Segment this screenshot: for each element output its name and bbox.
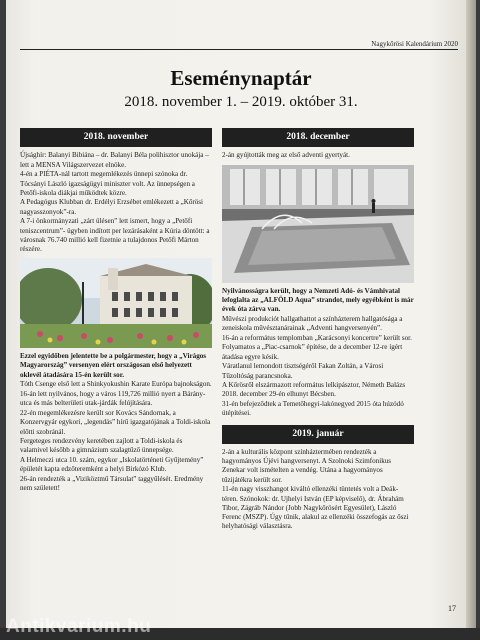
left-column (20, 128, 212, 494)
paragraph: 2-án gyújtották meg az első adventi gyertyát. (222, 151, 350, 160)
page-title: Eseménynaptár (170, 66, 312, 90)
paragraph: Folyamatos a „Piac-csarnok” építése, de a december 12-re ígért átadása egyre késik. (222, 343, 403, 361)
section-heading-january: 2019. január (222, 425, 414, 444)
paragraph: 16-án lett nyilvános, hogy a város 119,726 millió nyert a Bárány-utca és más belterületi utak-járdák felújítására. (20, 390, 206, 408)
right-column (222, 128, 414, 532)
section-heading-december: 2018. december (222, 128, 414, 147)
paragraph: 2-án a kulturális központ színháztermében rendezték a hagyományos Újévi hangversenyt. A Szolnoki Szimfonikus Zenekar volt ismételten a vendég. Utána a hagyományos tűzijátékra került sor. (222, 447, 392, 484)
paragraph: 11-én nagy visszhangot kiváltó ellenzéki tüntetés volt a Deák-téren. Szónokok: dr. Ujhelyi István (EP képviselő), dr. Ábrahám Tibor, Zágráb Nándor (Jobb Nagykőrösért Egyesület), László Ferenc (MSZP). Úgy tűnik, alakul az ellenzéki összefogás az őszi helyhatósági választásra. (222, 485, 409, 531)
section-heading-november: 2018. november (20, 128, 212, 147)
paragraph: Fergeteges rendezvény keretében zajlott a Toldi-iskola és valamivel később a gimnázium szalagtűző ünnepsége. (20, 437, 183, 455)
paragraph: A Kőrösről elszármazott református lelkipásztor, Németh Balázs 2018. december 29-én elhunyt Bécsben. (222, 381, 406, 399)
photo-caption-november: Ezzel egyidőben jelentette be a polgármester, hogy a „Virágos Magyarország” versenyen elért országosan első helyezett oklevél átadására 15-én került sor. (20, 352, 207, 379)
paragraph: 26-án rendezték a „Viziköztmű Társulat” taggyűlését. Eredmény nem született! (20, 475, 204, 493)
town-hall-photo (20, 258, 212, 348)
paragraph: 31-én befejeződtek a Temetőhegyi-lakónegyed 2015 óta húzódó útépítései. (222, 400, 404, 418)
paragraph: Újsághír: Balanyi Bibiána – dr. Balanyi Béla polihisztor unokája – lett a MENSA Világszervezet elnöke. (20, 151, 209, 169)
paragraph: 4-én a PIÉTA-nál tartott megemlékezés ünnepi szónoka dr. Tócsányi László igazságügyi miniszter volt. Az ünnepségen a Petőfi-iskola diákjai működtek közre. (20, 170, 195, 197)
watermark: Antikvarium.hu (6, 616, 152, 637)
photo-caption-december: Nyilvánosságra került, hogy a Nemzeti Adó- és Vámhivatal lefoglalta az „ALFÖLD Aqua” strandot, mely egyébként is már évek óta zárva van. (222, 286, 414, 313)
page-subtitle: 2018. november 1. – 2019. október 31. (124, 94, 358, 110)
paragraph: Tóth Csenge első lett a Shinkyokushin Karate Európa bajnokságon. (20, 380, 212, 389)
paragraph: A Pedagógus Klubban dr. Erdélyi Erzsébet emlékezett a „Kőrösi nagyasszonyok”-ra. (20, 198, 204, 216)
paragraph: Művészi produkciót hallgathattot a színházterem hallgatósága a zeneiskola művésztanárainak „Adventi hangversenyén”. (222, 314, 403, 332)
paragraph: 22-én megemlékezésre került sor Kovács Sándornak, a Konzervgyár egykori, „legendás” hírű igazgatójának a Toldi-iskola előtti szobránál. (20, 409, 211, 436)
running-head: Nagykőrösi Kalendárium 2020 (20, 40, 458, 50)
pool-photo (222, 165, 414, 283)
paragraph: Váratlanul lemondott tisztségéről Fakan Zoltán, a Városi Tűzoltóság parancsnoka. (222, 362, 384, 380)
paragraph: 16-án a református templomban „Karácsonyi koncertre” került sor. (222, 333, 412, 342)
book-page (6, 0, 476, 640)
page-number: 17 (448, 604, 456, 613)
paragraph: A 7-i önkormányzati „zárt ülésen” lett ismert, hogy a „Petőfi teniszcentrum”- ügyben indított per lezárásaként a Kúria döntött: a városnak 76.740 millió kell fizetnie a tulajdonos Petőfi Márton részére. (20, 217, 210, 254)
paragraph: A Helmeczi utca 10. szám, egykor „Iskolatörténeti Gyűjtemény” épületét kapta edzőteremként a helyi Birkózó Klub. (20, 456, 204, 474)
